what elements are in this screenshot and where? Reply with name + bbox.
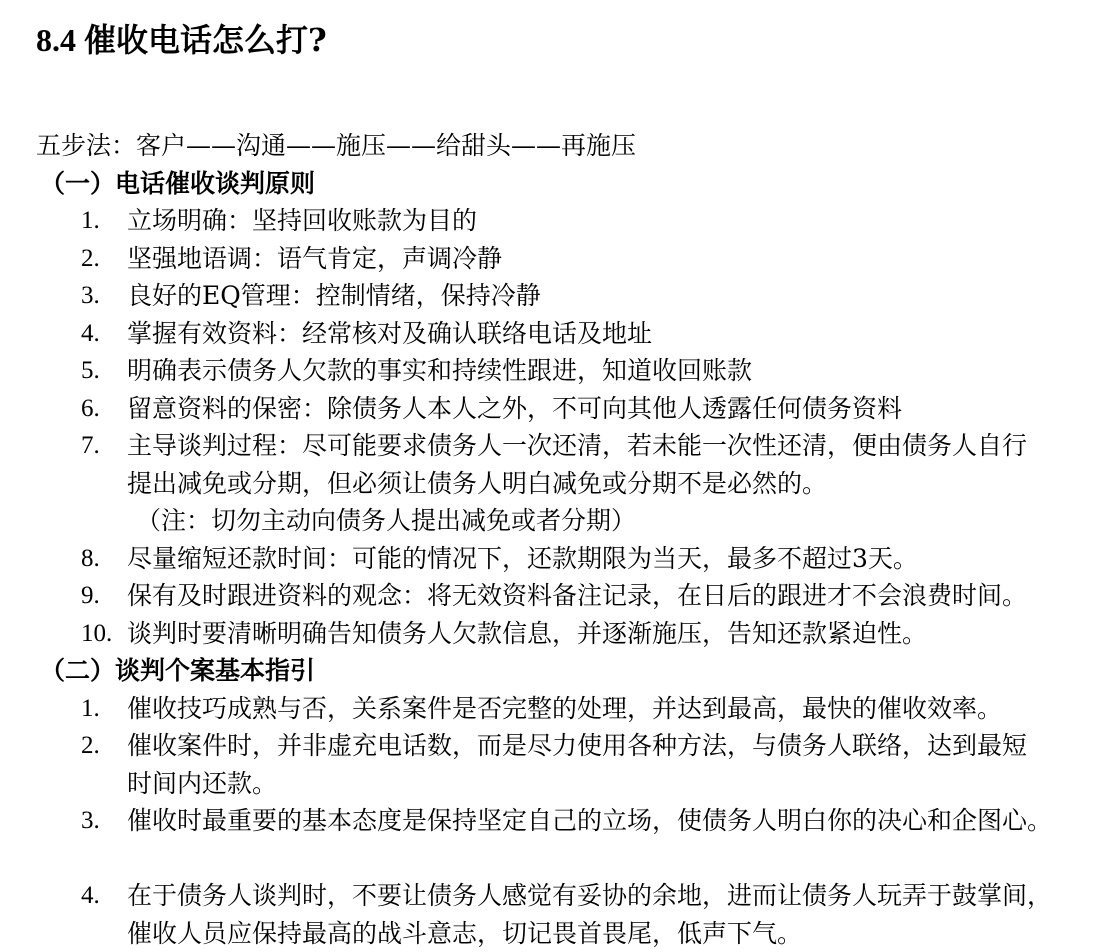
item-marker: 7. (81, 427, 127, 502)
list-item (36, 615, 1096, 653)
list-item (36, 390, 1096, 428)
section2-title: （二）谈判个案基本指引 (36, 652, 1096, 690)
item-text: 催收案件时，并非虚充电话数，而是尽力使用各种方法，与债务人联络，达到最短 (127, 727, 1096, 765)
item-text: 催收技巧成熟与否，关系案件是否完整的处理，并达到最高，最快的催收效率。 (127, 690, 1096, 728)
item-marker: 6. (81, 390, 127, 428)
note-line: （注：切勿主动向债务人提出减免或者分期） (36, 502, 1096, 540)
list-item (36, 352, 1096, 390)
item-text: 谈判时要清晰明确告知债务人欠款信息，并逐渐施压，告知还款紧迫性。 (127, 615, 1096, 653)
item-text: 催收时最重要的基本态度是保持坚定自己的立场，使债务人明白你的决心和企图心。 (127, 802, 1096, 840)
list-item (36, 727, 1096, 802)
item-marker: 1. (81, 202, 127, 240)
item-text: 主导谈判过程：尽可能要求债务人一次还清，若未能一次性还清，便由债务人自行 (127, 427, 1096, 465)
item-marker: 2. (81, 727, 127, 802)
item-marker: 3. (81, 802, 127, 840)
list-item (36, 427, 1096, 502)
list-item (36, 802, 1096, 840)
item-marker: 4. (81, 315, 127, 353)
item-text-continued: 催收人员应保持最高的战斗意志，切记畏首畏尾，低声下气。 (127, 915, 1096, 952)
document-body (36, 127, 1096, 952)
item-marker: 1. (81, 690, 127, 728)
list-item (36, 315, 1096, 353)
item-text: 立场明确：坚持回收账款为目的 (127, 202, 1096, 240)
item-text: 保有及时跟进资料的观念：将无效资料备注记录，在日后的跟进才不会浪费时间。 (127, 577, 1096, 615)
item-text: 坚强地语调：语气肯定，声调冷静 (127, 240, 1096, 278)
item-marker: 8. (81, 540, 127, 578)
list-item (36, 540, 1096, 578)
section-number: 8.4 (36, 22, 76, 58)
item-text: 留意资料的保密：除债务人本人之外，不可向其他人透露任何债务资料 (127, 390, 1096, 428)
list-item (36, 877, 1096, 952)
title-text: 催收电话怎么打? (84, 21, 327, 59)
item-text: 在于债务人谈判时，不要让债务人感觉有妥协的余地，进而让债务人玩弄于鼓掌间， (127, 877, 1096, 915)
list-item (36, 277, 1096, 315)
blank-line (36, 840, 1096, 878)
section1-title: （一）电话催收谈判原则 (36, 165, 1096, 203)
item-marker: 3. (81, 277, 127, 315)
item-text: 尽量缩短还款时间：可能的情况下，还款期限为当天，最多不超过3天。 (127, 540, 1096, 578)
item-text-continued: 时间内还款。 (127, 765, 1096, 803)
item-text: 良好的EQ管理：控制情绪，保持冷静 (127, 277, 1096, 315)
item-text-continued: 提出减免或分期，但必须让债务人明白减免或分期不是必然的。 (127, 465, 1096, 503)
list-item (36, 690, 1096, 728)
item-marker: 5. (81, 352, 127, 390)
list-item (36, 202, 1096, 240)
item-marker: 4. (81, 877, 127, 952)
item-marker: 10. (81, 615, 127, 653)
list-item (36, 577, 1096, 615)
item-marker: 2. (81, 240, 127, 278)
list-item (36, 240, 1096, 278)
item-text: 明确表示债务人欠款的事实和持续性跟进，知道收回账款 (127, 352, 1096, 390)
page-title (36, 18, 327, 62)
item-marker: 9. (81, 577, 127, 615)
intro-line: 五步法：客户——沟通——施压——给甜头——再施压 (36, 127, 1096, 165)
item-text: 掌握有效资料：经常核对及确认联络电话及地址 (127, 315, 1096, 353)
